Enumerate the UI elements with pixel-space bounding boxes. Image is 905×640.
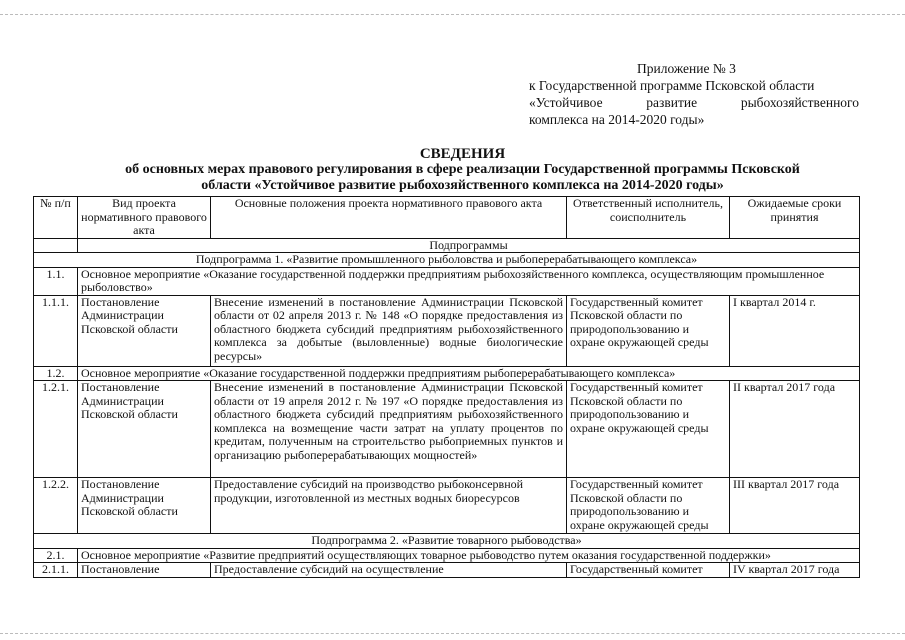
table-row [34, 238, 860, 253]
title-heading: СВЕДЕНИЯ [419, 146, 506, 162]
act-provisions: Внесение изменений в постановление Администрации Псковской области от 02 апреля 2013 г. № 148 «О порядке предоставления из областного бюджета субсидий предприятиям рыбохозяйственного комплекса за добытые (выловленные) водные биологические ресурсы» [211, 295, 567, 366]
row-num: 1.2.1. [34, 381, 78, 478]
table-row [34, 253, 860, 268]
main-measure-text: Основное мероприятие «Оказание государственной поддержки предприятиям рыбоперерабатывающего комплекса» [78, 366, 860, 381]
act-deadline: I квартал 2014 г. [730, 295, 860, 366]
table-header-row [34, 197, 860, 239]
act-type: Постановление Администрации Псковской области [78, 381, 211, 478]
act-provisions: Внесение изменений в постановление Администрации Псковской области от 19 апреля 2012 г. № 197 «О порядке предоставления из областного бюджета субсидий предприятиям рыбохозяйственного комплекса на возмещение части затрат на уплату процентов по кредитам, полученным на строительство рыбоприемных пунктов и организацию рыбоперерабатывающих мощностей» [211, 381, 567, 478]
table-row [34, 267, 860, 295]
act-executor: Государственный комитет Псковской области по природопользованию и охране окружающей среды [567, 381, 730, 478]
document-title [20, 146, 905, 194]
act-type: Постановление Администрации Псковской области [78, 478, 211, 534]
act-type: Постановление Администрации Псковской области [78, 295, 211, 366]
appendix-line-4: комплекса на 2014-2020 годы» [529, 112, 705, 127]
appendix-word: рыбохозяйственного [740, 95, 859, 110]
header-deadline: Ожидаемые сроки принятия [730, 197, 860, 239]
row-num: 2.1.1. [34, 563, 78, 578]
measures-table [33, 196, 860, 578]
scan-top-edge [0, 14, 905, 15]
appendix-word: развитие [646, 95, 698, 110]
act-deadline: IV квартал 2017 года [730, 563, 860, 578]
row-num: 1.1.1. [34, 295, 78, 366]
act-executor: Государственный комитет [567, 563, 730, 578]
table-row [34, 563, 860, 578]
empty-cell [34, 238, 78, 253]
table-row [34, 478, 860, 534]
table-row [34, 381, 860, 478]
table-row [34, 534, 860, 549]
header-type: Вид проекта нормативного правового акта [78, 197, 211, 239]
act-executor: Государственный комитет Псковской области по природопользованию и охране окружающей среды [567, 295, 730, 366]
act-provisions: Предоставление субсидий на производство рыбоконсервной продукции, изготовленной из местных водных биоресурсов [211, 478, 567, 534]
act-provisions: Предоставление субсидий на осуществление [211, 563, 567, 578]
row-num: 1.1. [34, 267, 78, 295]
title-line-1: об основных мерах правового регулирования в сфере реализации Государственной программы Псковской [125, 162, 800, 177]
act-deadline: II квартал 2017 года [730, 381, 860, 478]
appendix-line-3 [529, 94, 859, 111]
subprogram-2-title: Подпрограмма 2. «Развитие товарного рыбоводства» [34, 534, 860, 549]
table-row [34, 548, 860, 563]
appendix-word: «Устойчивое [529, 95, 603, 110]
header-executor: Ответственный исполнитель, соисполнитель [567, 197, 730, 239]
row-num: 1.2.2. [34, 478, 78, 534]
appendix-block [529, 60, 859, 128]
scan-bottom-edge [0, 633, 905, 634]
subprograms-label: Подпрограммы [78, 238, 860, 253]
row-num: 1.2. [34, 366, 78, 381]
table-row [34, 366, 860, 381]
appendix-line-2: к Государственной программе Псковской области [529, 78, 815, 93]
title-line-2: области «Устойчивое развитие рыбохозяйственного комплекса на 2014-2020 годы» [201, 178, 724, 193]
act-executor: Государственный комитет Псковской области по природопользованию и охране окружающей среды [567, 478, 730, 534]
subprogram-1-title: Подпрограмма 1. «Развитие промышленного рыболовства и рыбоперерабатывающего комплекса» [34, 253, 860, 268]
table-row [34, 295, 860, 366]
act-type: Постановление [78, 563, 211, 578]
row-num: 2.1. [34, 548, 78, 563]
header-num: № п/п [34, 197, 78, 239]
main-measure-text: Основное мероприятие «Оказание государственной поддержки предприятиям рыбохозяйственного комплекса, осуществляющим промышленное рыболовство» [78, 267, 860, 295]
appendix-number: Приложение № 3 [637, 61, 736, 76]
header-provisions: Основные положения проекта нормативного правового акта [211, 197, 567, 239]
act-deadline: III квартал 2017 года [730, 478, 860, 534]
main-measure-text: Основное мероприятие «Развитие предприятий осуществляющих товарное рыбоводство путем оказания государственной поддержки» [78, 548, 860, 563]
